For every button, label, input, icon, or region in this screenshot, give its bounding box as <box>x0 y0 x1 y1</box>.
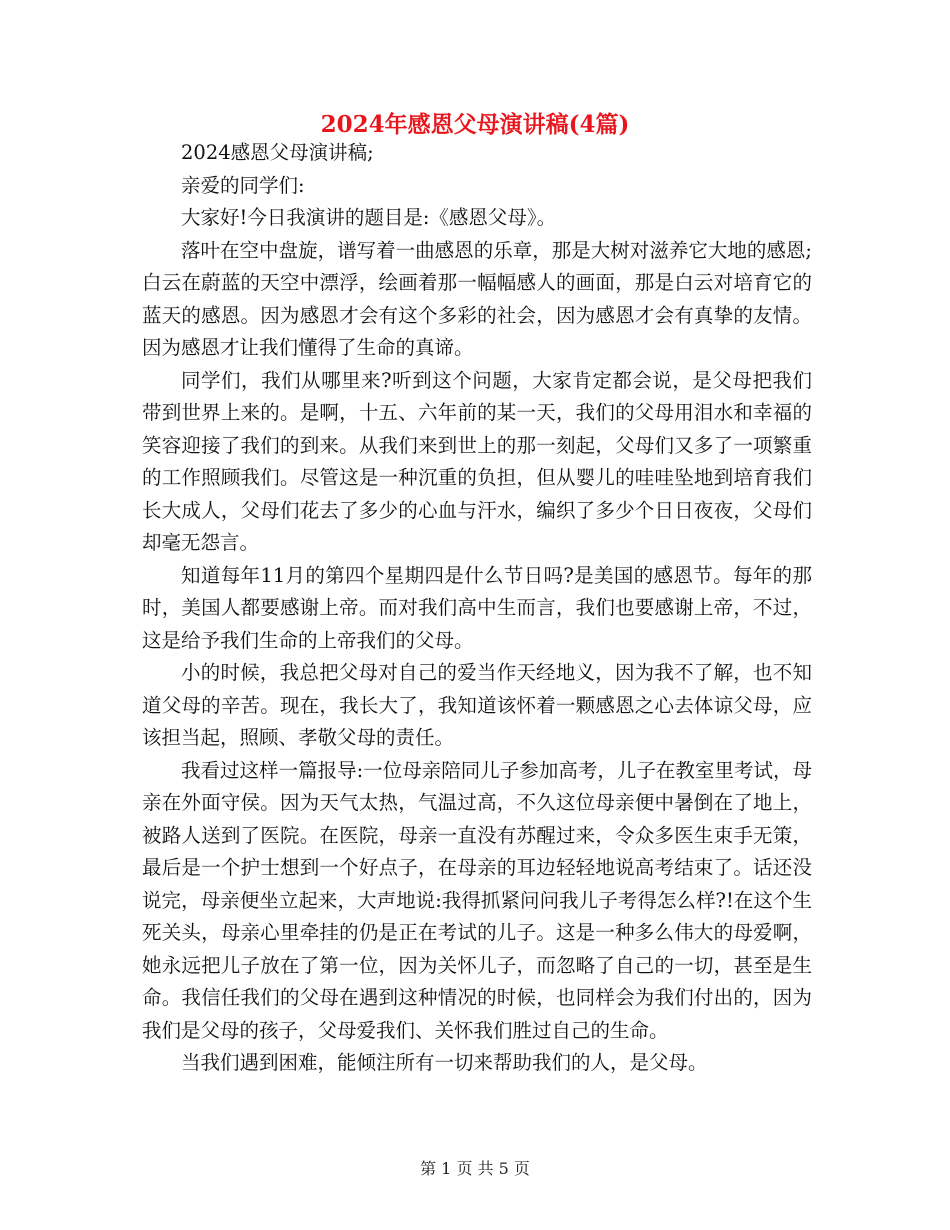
paragraph-heading: 2024感恩父母演讲稿; <box>181 141 374 164</box>
paragraph-greeting: 大家好!今日我演讲的题目是:《感恩父母》。 <box>181 206 557 229</box>
paragraph: 知道每年11月的第四个星期四是什么节日吗?是美国的感恩节。每年的那时，美国人都要感谢上帝。而对我们高中生而言，我们也要感谢上帝，不过，这是给予我们生命的上帝我们的父母。 <box>142 563 812 652</box>
page-footer <box>0 1156 950 1179</box>
paragraph: 我看过这样一篇报导:一位母亲陪同儿子参加高考，儿子在教室里考试，母亲在外面守侯。因为天气太热，气温过高，不久这位母亲便中暑倒在了地上，被路人送到了医院。在医院，母亲一直没有苏醒过来，令众多医生束手无策，最后是一个护士想到一个好点子，在母亲的耳边轻轻地说高考结束了。话还没说完，母亲便坐立起来，大声地说:我得抓紧问问我儿子考得怎么样?!在这个生死关头，母亲心里牵挂的仍是正在考试的儿子。这是一种多么伟大的母爱啊，她永远把儿子放在了第一位，因为关怀儿子，而忽略了自己的一切，甚至是生命。我信任我们的父母在遇到这种情况的时候，也同样会为我们付出的，因为我们是父母的孩子，父母爱我们、关怀我们胜过自己的生命。 <box>142 758 812 1042</box>
paragraph: 小的时候，我总把父母对自己的爱当作天经地义，因为我不了解，也不知道父母的辛苦。现在，我长大了，我知道该怀着一颗感恩之心去体谅父母，应该担当起，照顾、孝敬父母的责任。 <box>142 661 812 749</box>
paragraph: 同学们，我们从哪里来?听到这个问题，大家肯定都会说，是父母把我们带到世界上来的。是啊，十五、六年前的某一天，我们的父母用泪水和幸福的笑容迎接了我们的到来。从我们来到世上的那一刻起，父母们又多了一项繁重的工作照顾我们。尽管这是一种沉重的负担，但从婴儿的哇哇坠地到培育我们长大成人，父母们花去了多少的心血与汗水，编织了多少个日日夜夜，父母们却毫无怨言。 <box>142 368 812 554</box>
document-body <box>142 137 812 1080</box>
paragraph: 落叶在空中盘旋，谱写着一曲感恩的乐章，那是大树对滋养它大地的感恩;白云在蔚蓝的天空中漂浮，绘画着那一幅幅感人的画面，那是白云对培育它的蓝天的感恩。因为感恩才会有这个多彩的社会，因为感恩才会有真挚的友情。因为感恩才让我们懂得了生命的真谛。 <box>142 238 812 359</box>
page-number: 第 1 页 共 5 页 <box>420 1159 530 1178</box>
document-title: 2024年感恩父母演讲稿(4篇) <box>320 111 630 138</box>
paragraph-salutation: 亲爱的同学们: <box>181 173 305 197</box>
paragraph: 当我们遇到困难，能倾注所有一切来帮助我们的人，是父母。 <box>181 1051 708 1074</box>
